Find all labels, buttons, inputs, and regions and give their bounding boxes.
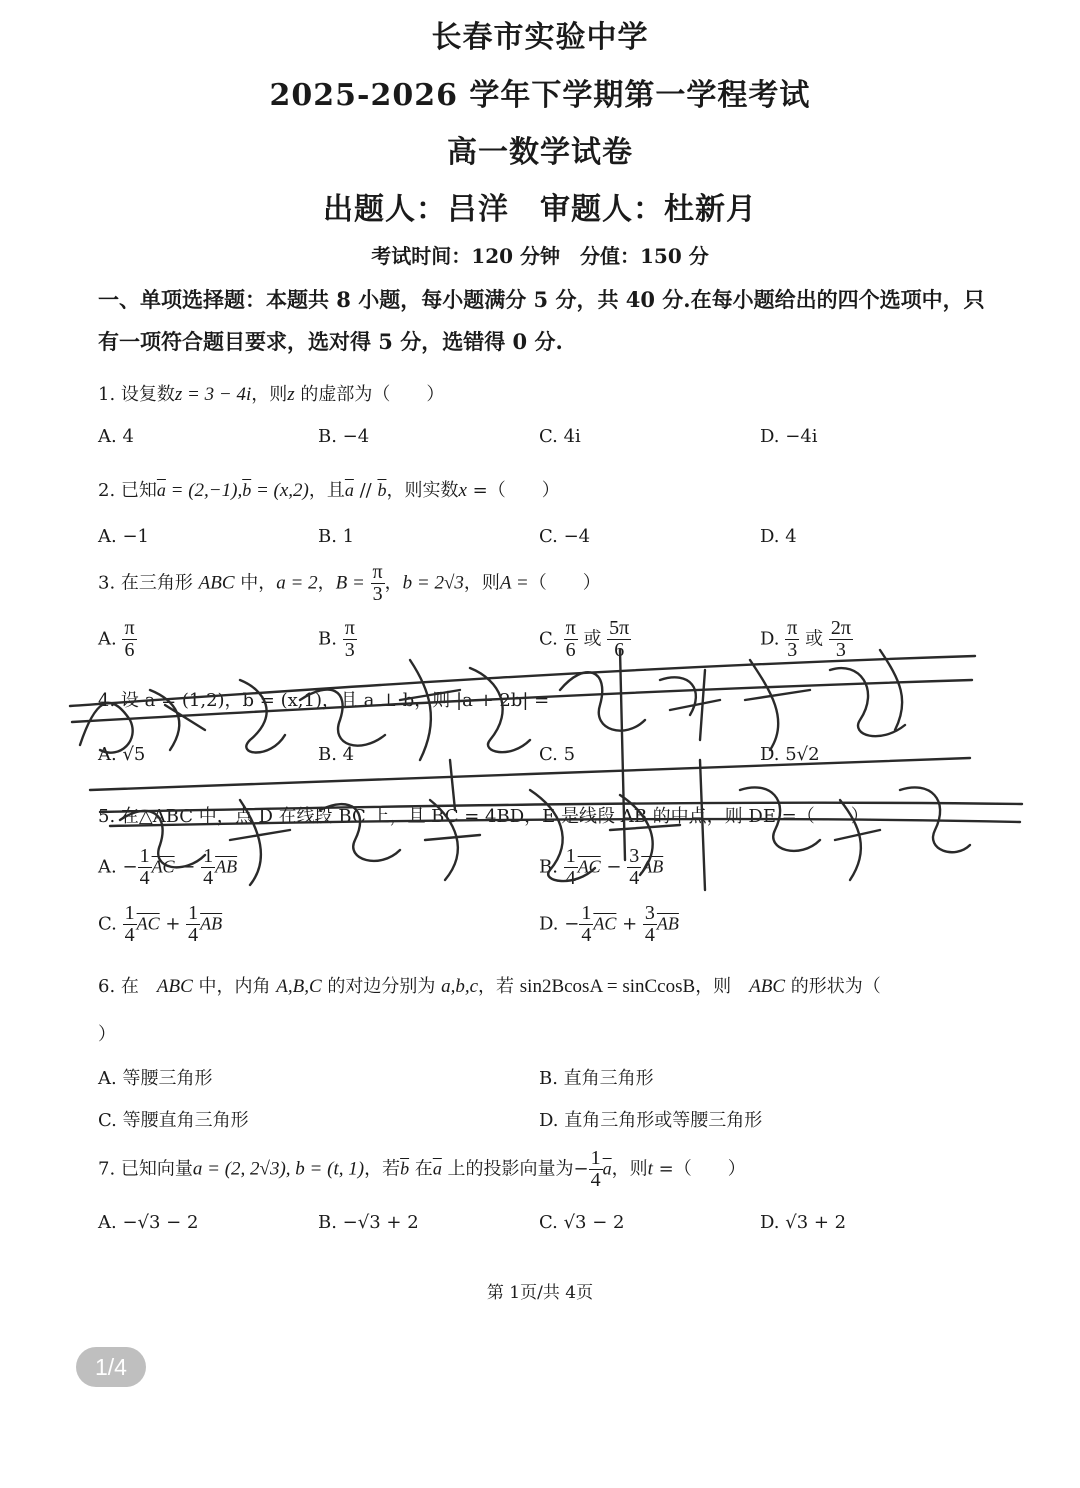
question-6-option-d: D. 直角三角形或等腰三角形 (539, 1110, 763, 1131)
question-7-option-a: A. −√3 − 2 (98, 1212, 199, 1233)
question-3-stem: 3. 在三角形 ABC 中，a = 2，B = $\frac{\pi}{3}$ ，b = 2√3，则A =（ ） (98, 561, 601, 605)
question-4-option-d: D. 5√2 (760, 744, 820, 765)
question-4-option-a: A. √5 (98, 744, 146, 765)
question-7-stem: 7. 已知向量a = (2, 2√3), b = (t, 1)，若$\overline{b}$ 在$\overline{a}$ 上的投影向量为− $\frac{1}{4}$ $\overline{a}$，则t =（ ） (98, 1147, 746, 1191)
question-2-stem: 2. 已知$\overline{a} = (2,-1),\overline{b} = (x,2)$，且$\overline{a} // \overline{b}$，则实数x =（ ） (98, 480, 560, 501)
school-name: 长春市实验中学 (431, 20, 649, 55)
question-4-option-b: B. 4 (318, 744, 355, 765)
question-3-option-c: C. $\frac{\pi}{6}$ 或 $\frac{5\pi}{6}$ (539, 617, 630, 661)
page-footer: 第 1页/共 4页 (486, 1283, 594, 1303)
question-3-option-b: B. $\frac{\pi}{3}$ (318, 617, 355, 661)
question-7-option-b: B. −√3 + 2 (318, 1212, 419, 1233)
question-5-option-a: A. − $\frac{1}{4}$ $\overline{AC}$ − $\frac{1}{4}$ $\overline{AB}$ (98, 845, 238, 889)
question-6-stem-close: ） (98, 1024, 116, 1045)
question-1-option-b: B. −4 (318, 426, 370, 447)
subject-title: 高一数学试卷 (447, 135, 633, 170)
authors-line: 出题人：吕洋 审题人：杜新月 (323, 192, 757, 227)
section-instructions-line2: 有一项符合题目要求，选对得 5 分，选错得 0 分. (98, 329, 563, 354)
question-3-option-d: D. $\frac{\pi}{3}$ 或 $\frac{2\pi}{3}$ (760, 617, 851, 661)
question-2-option-c: C. −4 (539, 526, 591, 547)
time-score-line: 考试时间：120 分钟 分值：150 分 (371, 244, 709, 268)
question-2-option-d: D. 4 (760, 526, 797, 547)
question-4-stem: 4. 设 a = (1,2)，b = (x,1)，且 a ⊥ b，则 |a + 2b| = (98, 690, 550, 711)
handwritten-watermark-text: 答案尽在师研解题微信公众号 · 神秘数学 (0, 0, 18, 1)
question-2-option-a: A. −1 (98, 526, 149, 547)
question-7-option-c: C. √3 − 2 (539, 1212, 625, 1233)
section-instructions-line1: 一、单项选择题：本题共 8 小题，每小题满分 5 分，共 40 分.在每小题给出的四个选项中，只 (98, 287, 985, 312)
exam-title: 2025-2026 学年下学期第一学程考试 (269, 78, 811, 113)
question-1-option-d: D. −4i (760, 426, 818, 447)
page-indicator[interactable]: 1/4 (76, 1347, 146, 1387)
question-6-option-b: B. 直角三角形 (539, 1068, 654, 1089)
question-5-option-b: B. $\frac{1}{4}$ $\overline{AC}$ − $\frac{3}{4}$ $\overline{AB}$ (539, 845, 664, 889)
question-6-option-c: C. 等腰直角三角形 (98, 1110, 249, 1131)
question-6-option-a: A. 等腰三角形 (98, 1068, 213, 1089)
question-3-option-a: A. $\frac{\pi}{6}$ (98, 617, 135, 661)
question-1-stem: 1. 设复数z = 3 − 4i，则z 的虚部为（ ） (98, 384, 445, 405)
question-1-option-a: A. 4 (98, 426, 134, 447)
question-5-option-c: C. $\frac{1}{4}$ $\overline{AC}$ + $\frac{1}{4}$ $\overline{AB}$ (98, 902, 223, 946)
question-4-option-c: C. 5 (539, 744, 576, 765)
question-2-option-b: B. 1 (318, 526, 355, 547)
question-6-stem: 6. 在 ABC 中，内角 A,B,C 的对边分别为 a,b,c，若 sin2BcosA = sinCcosB，则 ABC 的形状为（ (98, 976, 881, 997)
question-1-option-c: C. 4i (539, 426, 581, 447)
question-5-stem: 5. 在△ABC 中，点 D 在线段 BC 上，且 BC = 4BD，E 是线段 AB 的中点，则 DE =（ ） (98, 806, 869, 827)
question-3-fraction: $\frac{\pi}{3}$ (372, 561, 383, 605)
question-7-option-d: D. √3 + 2 (760, 1212, 847, 1233)
question-5-option-d: D. − $\frac{1}{4}$ $\overline{AC}$ + $\frac{3}{4}$ $\overline{AB}$ (539, 902, 679, 946)
